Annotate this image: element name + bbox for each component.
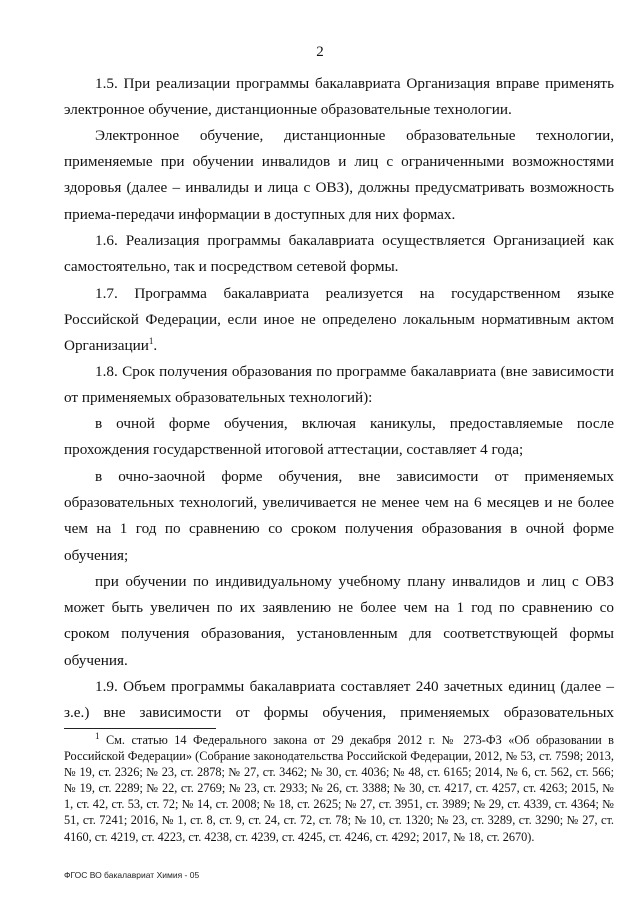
paragraph-1-5: 1.5. При реализации программы бакалавриата Организация вправе применять электронное обучение, дистанционные образовательные технологии.	[64, 75, 614, 119]
paragraph-1-7-end: .	[153, 337, 158, 355]
paragraph-individual-plan: при обучении по индивидуальному учебному плану инвалидов и лиц с ОВЗ может быть увеличен по их заявлению не более чем на 1 год по сравнению со сроком получения образования, установленным для соответствующей формы обучения.	[64, 573, 614, 669]
page-number: 2	[316, 44, 324, 60]
paragraph-full-time: в очной форме обучения, включая каникулы, предоставляемые после прохождения государственной итоговой аттестации, составляет 4 года;	[64, 415, 614, 459]
paragraph-ovz-technologies: Электронное обучение, дистанционные образовательные технологии, применяемые при обучении инвалидов и лиц с ограниченными возможностями здоровья (далее – инвалиды и лица с ОВЗ), должны предусматривать возможность приема-передачи информации в доступных для них формах.	[64, 127, 614, 223]
paragraph-1-9: 1.9. Объем программы бакалавриата составляет 240 зачетных единиц (далее – з.е.) вне зависимости от формы обучения, применяемых образовательных	[64, 678, 614, 722]
footnote-mark: 1	[95, 730, 100, 741]
paragraph-1-6: 1.6. Реализация программы бакалавриата осуществляется Организацией как самостоятельно, так и посредством сетевой формы.	[64, 232, 614, 276]
paragraph-part-time: в очно-заочной форме обучения, вне зависимости от применяемых образовательных технологий, увеличивается не менее чем на 6 месяцев и не более чем на 1 год по сравнению со сроком получения образования в очной форме обучения;	[64, 468, 614, 564]
paragraph-1-7	[64, 281, 614, 360]
footnote-text: См. статью 14 Федерального закона от 29 декабря 2012 г. № 273-ФЗ «Об образовании в Российской Федерации» (Собрание законодательства Российской Федерации, 2012, № 53, ст. 7598; 2013, № 19, ст. 2326; № 23, ст. 2878; № 27, ст. 3462; № 30, ст. 4036; № 48, ст. 6165; 2014, № 6, ст. 562, ст. 566; № 19, ст. 2289; № 22, ст. 2769; № 23, ст. 2933; № 26, ст. 3388; № 30, ст. 4217, ст. 4257, ст. 4263; 2015, № 1, ст. 42, ст. 53, ст. 72; № 14, ст. 2008; № 18, ст. 2625; № 27, ст. 3951, ст. 3989; № 29, ст. 4339, ст. 4364; № 51, ст. 7241; 2016, № 1, ст. 8, ст. 9, ст. 24, ст. 72, ст. 78; № 10, ст. 1320; № 23, ст. 3289, ст. 3290; № 27, ст. 4160, ст. 4219, ст. 4223, ст. 4238, ст. 4239, ст. 4245, ст. 4246, ст. 4292; 2017, № 18, ст. 2670).	[64, 733, 614, 844]
footnote-reference: 1	[148, 336, 154, 347]
paragraph-1-7-text: 1.7. Программа бакалавриата реализуется на государственном языке Российской Федерации, если иное не определено локальным нормативным актом Организации	[64, 285, 614, 355]
footnote-divider	[64, 728, 216, 729]
footnote	[64, 732, 614, 845]
document-footer: ФГОС ВО бакалавриат Химия - 05	[64, 870, 200, 880]
paragraph-1-8: 1.8. Срок получения образования по программе бакалавриата (вне зависимости от применяемых образовательных технологий):	[64, 363, 614, 407]
